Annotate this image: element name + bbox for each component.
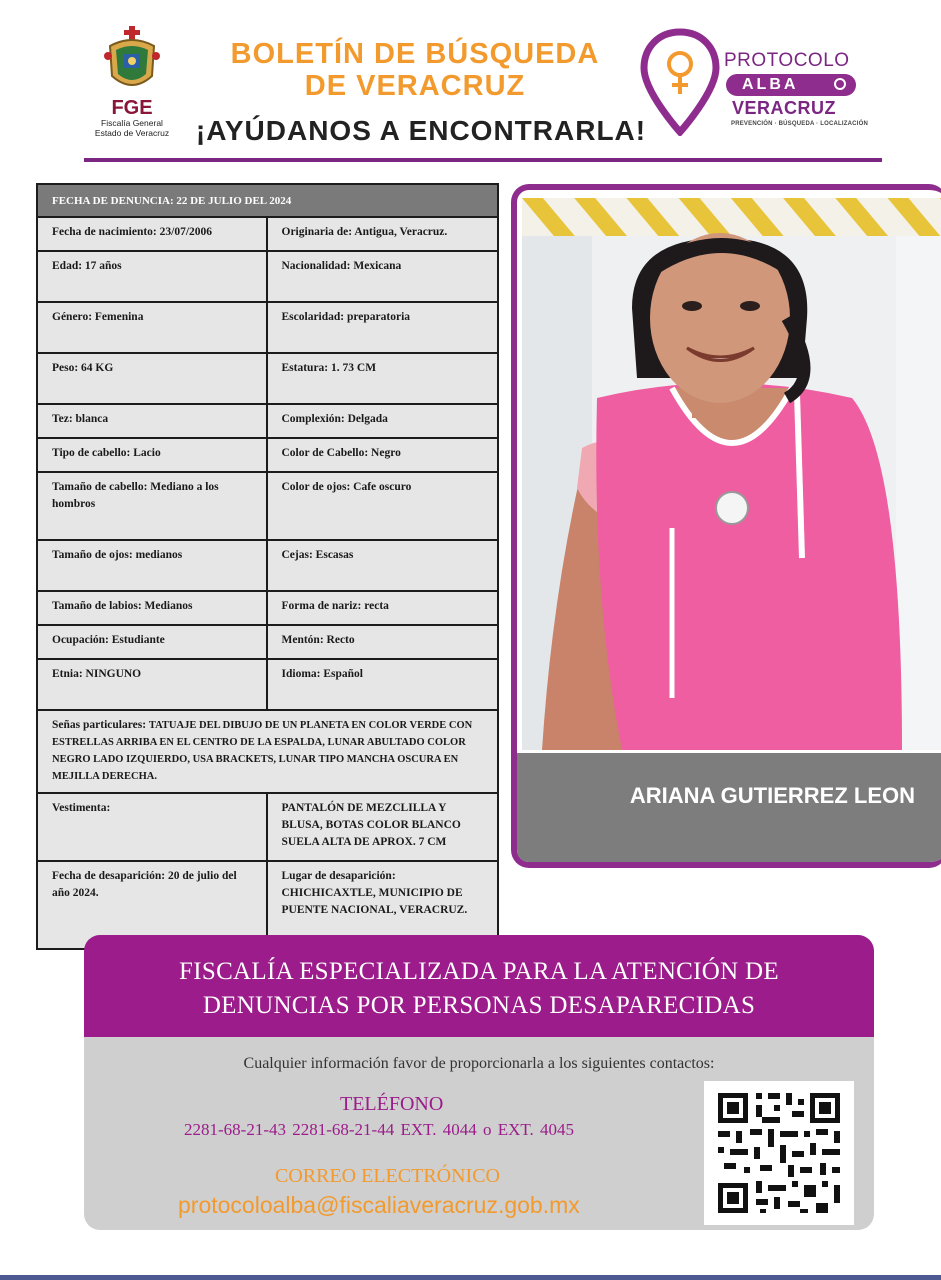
eye-color: Color de ojos: Cafe oscuro (281, 481, 412, 493)
lip-size: Tamaño de labios: Medianos (38, 592, 268, 624)
table-row (38, 794, 497, 862)
nose-shape: Forma de nariz: recta (281, 600, 389, 612)
report-date-header: FECHA DE DENUNCIA: 22 DE JULIO DEL 2024 (38, 185, 497, 218)
chin: Mentón: Recto (281, 634, 355, 646)
qr-code[interactable] (704, 1081, 854, 1225)
table-row (38, 660, 497, 711)
phone-numbers[interactable]: 2281-68-21-43 2281-68-21-44 EXT. 4044 o EXT. 4045 (184, 1120, 575, 1139)
fiscalia-banner-line1: FISCALÍA ESPECIALIZADA PARA LA ATENCIÓN DE (179, 958, 779, 985)
table-row (38, 541, 497, 592)
age: Edad: 17 años (38, 252, 268, 301)
alba-badge (726, 74, 856, 96)
schooling: Escolaridad: preparatoria (281, 311, 411, 323)
gender: Género: Femenina (38, 303, 268, 352)
eyebrows: Cejas: Escasas (281, 549, 354, 561)
fge-name-line2: Estado de Veracruz (94, 128, 170, 138)
fiscalia-banner (84, 935, 874, 1037)
contact-box (84, 1037, 874, 1230)
height: Estatura: 1. 73 CM (281, 362, 377, 374)
hair-length: Tamaño de cabello: Mediano a los hombros (38, 473, 268, 539)
language: Idioma: Español (281, 668, 363, 680)
table-row (38, 354, 497, 405)
table-row (38, 218, 497, 252)
fge-name-line1: Fiscalía General (101, 118, 163, 128)
ethnicity: Etnia: NINGUNO (38, 660, 268, 709)
fge-logo (78, 26, 186, 146)
build: Complexión: Delgada (281, 413, 388, 425)
distinguishing-marks-value: TATUAJE DEL DIBUJO DE UN PLANETA EN COLOR VERDE CON ESTRELLAS ARRIBA EN EL CENTRO DE LA ESPALDA, LUNAR ABULTADO COLOR NEGRO LADO IZQUIERDO, USA BRACKETS, LUNAR TIPO MANCHA OSCURA EN MEJILLA DERECHA. (52, 720, 473, 782)
fiscalia-banner-line2: DENUNCIAS POR PERSONAS DESAPARECIDAS (202, 992, 756, 1019)
table-row (38, 252, 497, 303)
name-bar (517, 753, 941, 863)
qr-code-icon (704, 1081, 854, 1225)
table-row (38, 592, 497, 626)
photo-card (511, 184, 941, 868)
table-row (38, 303, 497, 354)
portrait-illustration (522, 198, 941, 750)
protocolo-alba-logo (640, 28, 875, 138)
person-info-table (36, 183, 499, 950)
disappearance-place: Lugar de desaparición: CHICHICAXTLE, MUNICIPIO DE PUENTE NACIONAL, VERACRUZ. (281, 870, 468, 916)
protocolo-tagline: PREVENCIÓN · BÚSQUEDA · LOCALIZACIÓN (731, 121, 868, 127)
hair-color: Color de Cabello: Negro (281, 447, 401, 459)
header-divider (84, 158, 882, 162)
table-row (38, 439, 497, 473)
bulletin-subtitle: ¡AYÚDANOS A ENCONTRARLA! (195, 115, 647, 146)
table-row (38, 405, 497, 439)
nationality: Nacionalidad: Mexicana (281, 260, 402, 272)
fge-acronym: FGE (111, 97, 153, 119)
hair-type: Tipo de cabello: Lacio (38, 439, 268, 471)
skin-tone: Tez: blanca (38, 405, 268, 437)
bulletin-title-line1: BOLETÍN DE BÚSQUEDA (230, 38, 600, 70)
disappearance-date: Fecha de desaparición: 20 de julio del año 2024. (38, 862, 268, 948)
contact-intro: Cualquier información favor de proporcionarla a los siguientes contactos: (243, 1055, 715, 1072)
bulletin-title-line2: DE VERACRUZ (304, 70, 526, 102)
distinguishing-marks-label: Señas particulares: (52, 719, 147, 731)
clothing-value: PANTALÓN DE MEZCLILLA Y BLUSA, BOTAS COLOR BLANCO SUELA ALTA DE APROX. 7 CM (281, 802, 461, 848)
eye-size: Tamaño de ojos: medianos (38, 541, 268, 590)
birth-date: Fecha de nacimiento: 23/07/2006 (38, 218, 268, 250)
protocolo-text: PROTOCOLO (724, 50, 850, 71)
bottom-border (0, 1275, 941, 1280)
email-link[interactable]: protocoloalba@fiscaliaveracruz.gob.mx (178, 1192, 580, 1218)
table-row (38, 711, 497, 794)
phone-title: TELÉFONO (340, 1093, 444, 1115)
veracruz-coat-of-arms-icon (102, 26, 162, 96)
missing-person-name: ARIANA GUTIERREZ LEON (629, 783, 915, 808)
table-row (38, 626, 497, 660)
weight: Peso: 64 KG (38, 354, 268, 403)
email-title: CORREO ELECTRÓNICO (275, 1165, 500, 1187)
origin: Originaria de: Antigua, Veracruz. (281, 226, 448, 238)
alba-text: ALBA (742, 76, 799, 93)
clothing-label: Vestimenta: (38, 794, 268, 860)
veracruz-text: VERACRUZ (732, 98, 837, 118)
table-row (38, 473, 497, 541)
magnifier-icon (834, 78, 846, 90)
missing-person-photo (522, 198, 941, 750)
female-location-pin-icon (640, 28, 720, 136)
occupation: Ocupación: Estudiante (38, 626, 268, 658)
distinguishing-marks (38, 711, 497, 792)
